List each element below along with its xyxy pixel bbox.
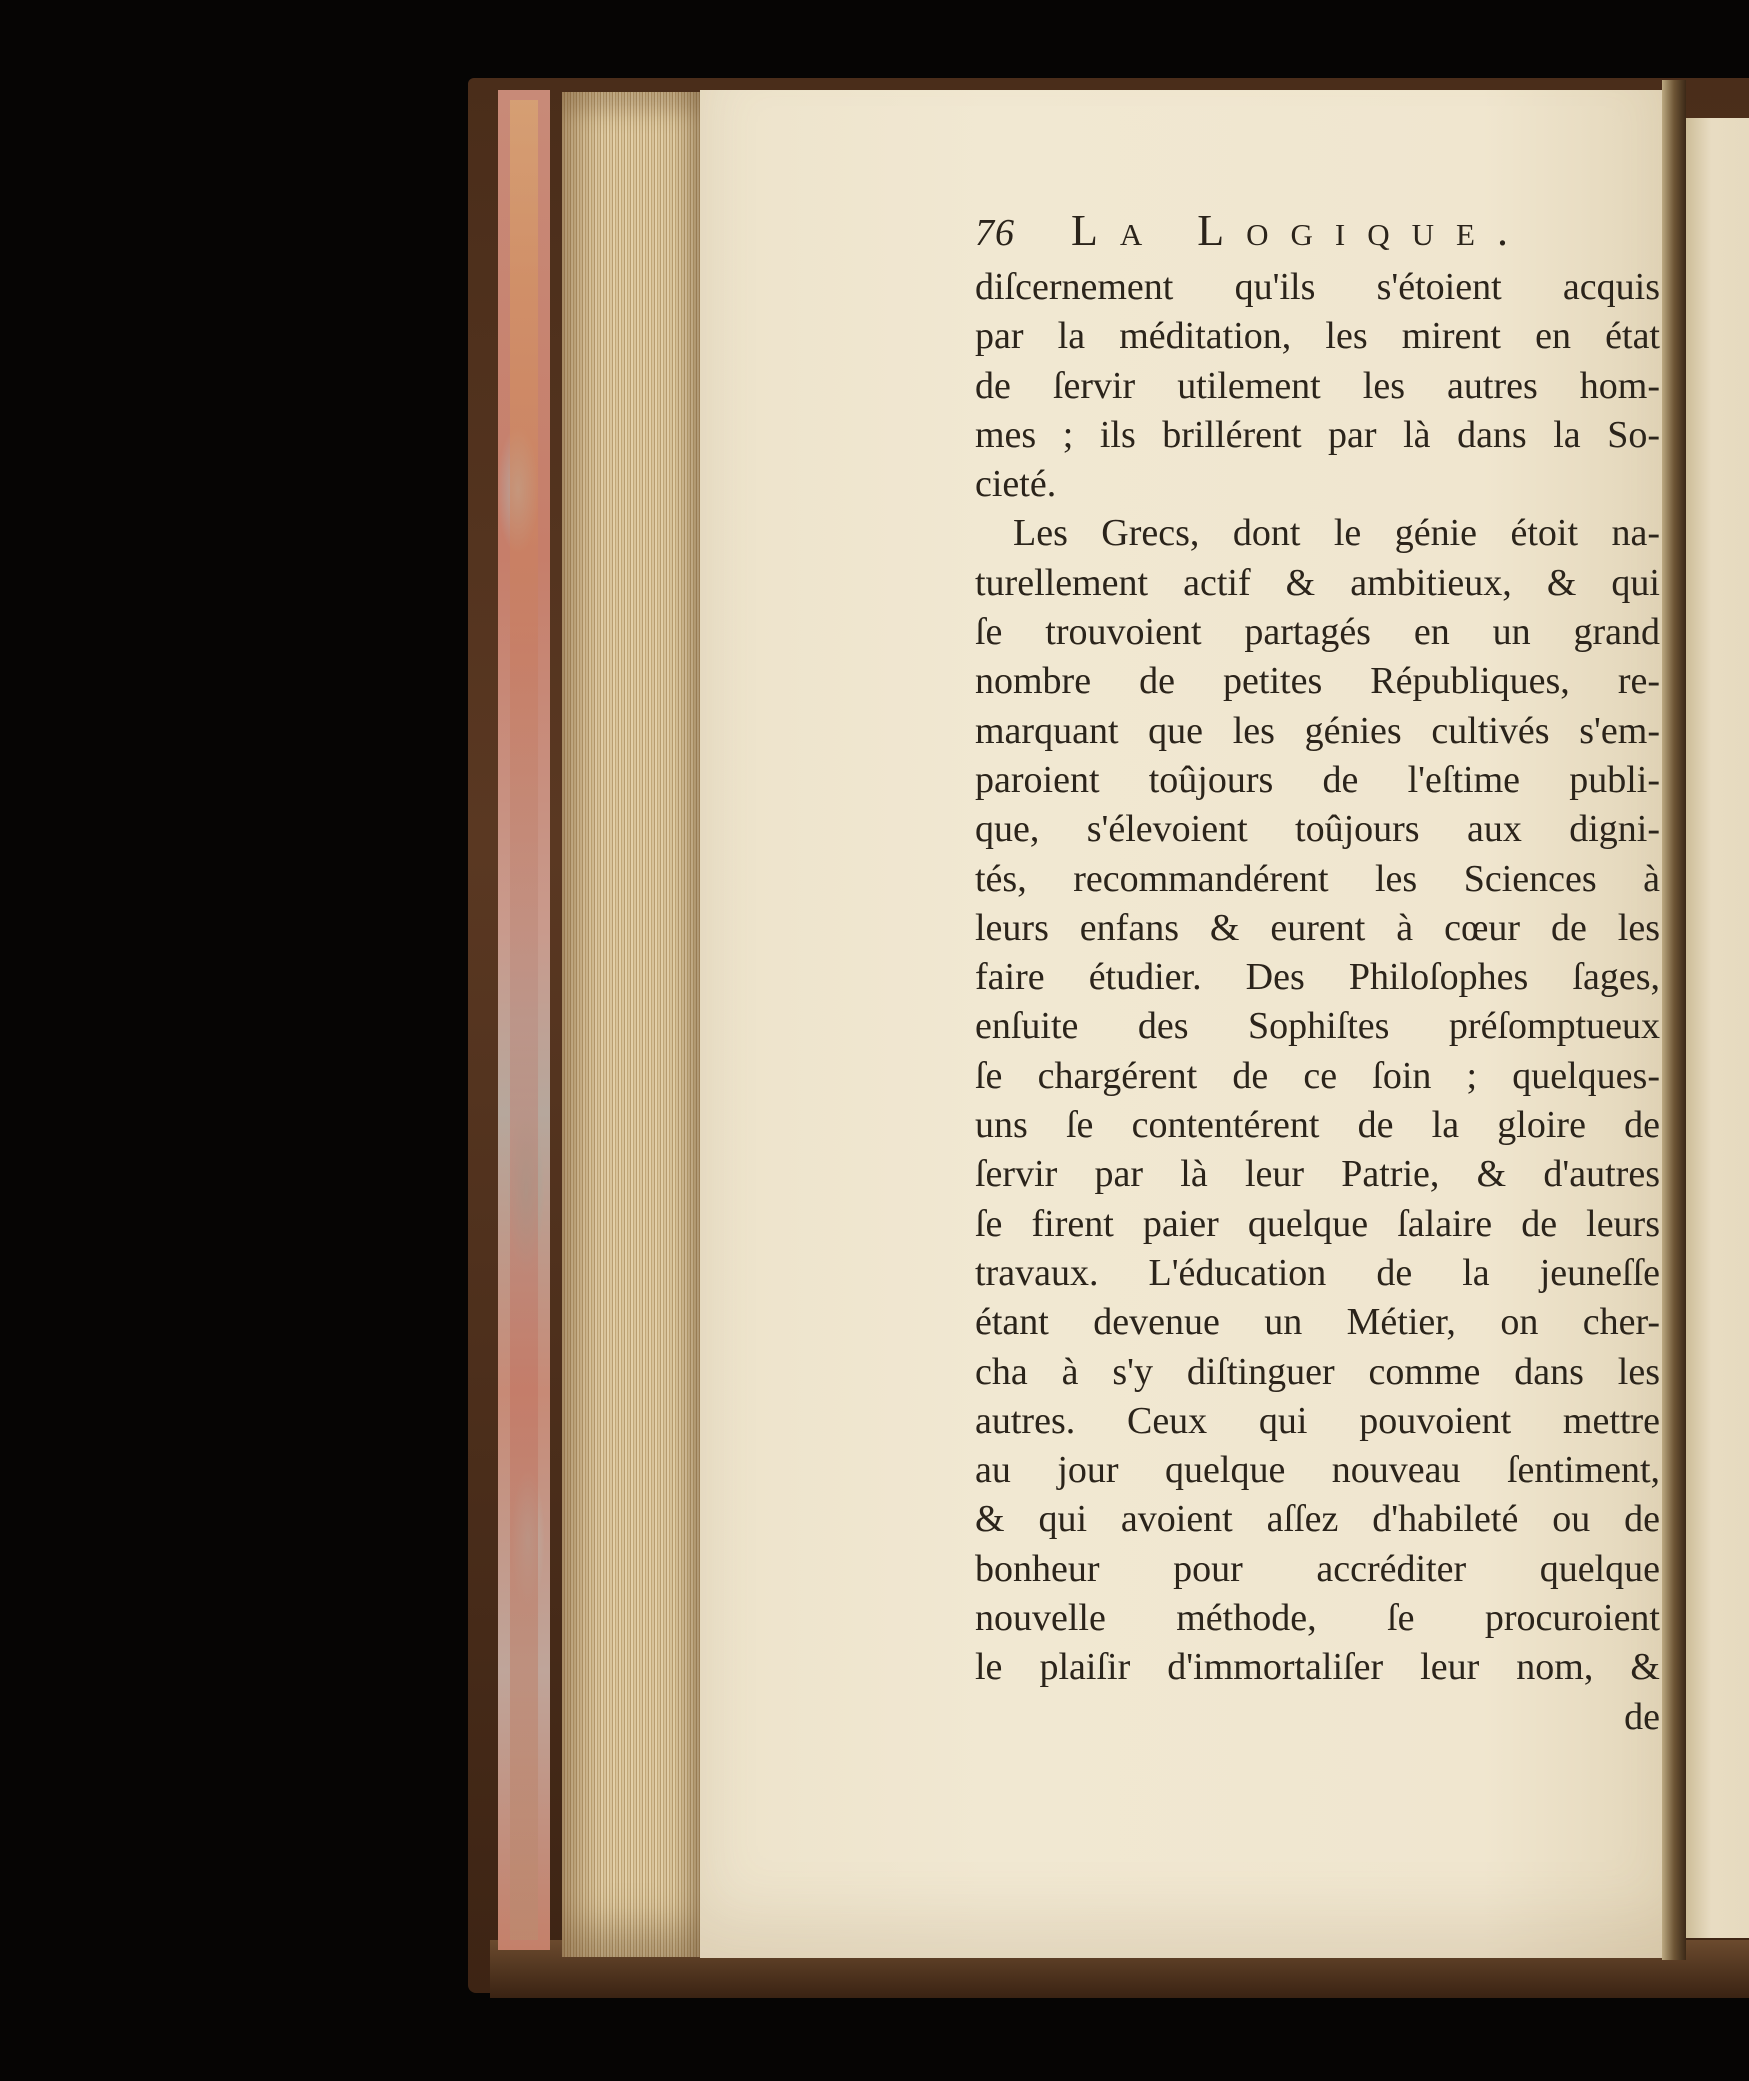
text-line: paroient toûjours de l'eſtime publi- — [975, 758, 1660, 801]
body-text — [975, 263, 1665, 1693]
text-line: bonheur pour accréditer quelque — [975, 1547, 1660, 1590]
text-line: marquant que les génies cultivés s'em- — [975, 709, 1660, 752]
text-line: ſervir par là leur Patrie, & d'autres — [975, 1153, 1660, 1196]
page-text — [975, 205, 1665, 1742]
book-gutter — [1662, 80, 1686, 1960]
page-header — [975, 205, 1665, 263]
text-line: faire étudier. Des Philoſophes ſages, — [975, 956, 1660, 999]
text-line: que, s'élevoient toûjours aux digni- — [975, 808, 1660, 851]
facing-page — [1686, 118, 1749, 1938]
text-line: ſe firent paier quelque ſalaire de leurs — [975, 1202, 1660, 1245]
text-line: uns ſe contentérent de la gloire de — [975, 1104, 1660, 1147]
marbled-endpaper-strip — [510, 100, 538, 1940]
text-line: autres. Ceux qui pouvoient mettre — [975, 1399, 1660, 1442]
text-line: turellement actif & ambitieux, & qui — [975, 561, 1660, 604]
catchword: de — [1624, 1695, 1660, 1738]
text-line: diſcernement qu'ils s'étoient acquis — [975, 266, 1660, 308]
text-line: travaux. L'éducation de la jeuneſſe — [975, 1251, 1660, 1294]
running-title: La Logique. — [1071, 206, 1530, 255]
text-line: leurs enfans & eurent à cœur de les — [975, 906, 1660, 949]
text-line: nouvelle méthode, ſe procuroient — [975, 1597, 1660, 1640]
page-block-shading — [562, 92, 702, 1957]
text-line: par la méditation, les mirent en état — [975, 315, 1660, 358]
text-line: étant devenue un Métier, on cher- — [975, 1301, 1660, 1344]
text-line: & qui avoient aſſez d'habileté ou de — [975, 1498, 1660, 1541]
text-line: nombre de petites Républiques, re- — [975, 660, 1660, 703]
text-line: cha à s'y diſtinguer comme dans les — [975, 1350, 1660, 1393]
text-line: ſe trouvoient partagés en un grand — [975, 611, 1660, 654]
text-line: ſe chargérent de ce ſoin ; quelques- — [975, 1054, 1660, 1097]
page-number: 76 — [975, 212, 1015, 254]
text-line: le plaiſir d'immortaliſer leur nom, & — [975, 1646, 1660, 1689]
text-line: mes ; ils brillérent par là dans la So- — [975, 413, 1660, 456]
text-line: enſuite des Sophiſtes préſomptueux — [975, 1005, 1660, 1048]
text-line: Les Grecs, dont le génie étoit na- — [1013, 512, 1660, 555]
text-line: cieté. — [975, 463, 1057, 506]
text-line: tés, recommandérent les Sciences à — [975, 857, 1660, 900]
text-line: de ſervir utilement les autres hom- — [975, 364, 1660, 407]
text-line: au jour quelque nouveau ſentiment, — [975, 1449, 1660, 1492]
